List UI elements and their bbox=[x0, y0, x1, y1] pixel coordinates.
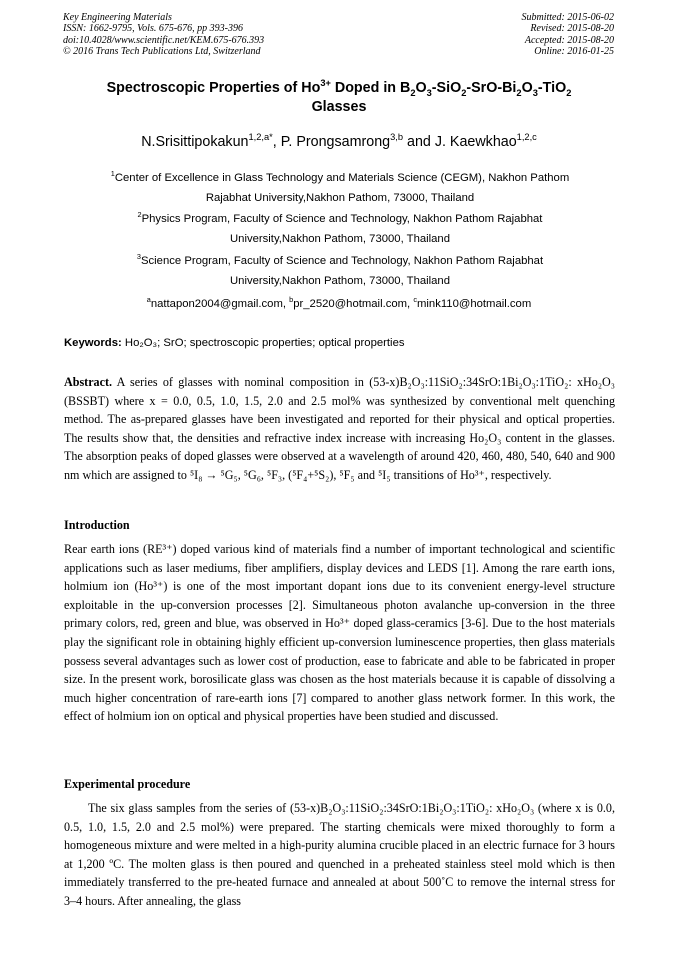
affiliation-2: $^2$Physics Program, Faculty of Science and Technology, Nakhon Pathom Rajabhat University,Nakhon Pathom, 73000, Thailand bbox=[137, 210, 543, 245]
keywords-text: Ho₂O₃; SrO; spectroscopic properties; optical properties bbox=[121, 337, 405, 349]
author-list: N.Srisittipokakun$^{1,2,a*}$, P. Prongsamrong$^{3,b}$ and J. Kaewkhao$^{1,2,c}$ bbox=[141, 132, 537, 150]
affiliation-3: $^3$Science Program, Faculty of Science and Technology, Nakhon Pathom Rajabhat University,Nakhon Pathom, 73000, Thailand bbox=[136, 252, 544, 287]
accepted-date: Accepted: 2015-08-20 bbox=[524, 34, 614, 46]
journal-name: Key Engineering Materials bbox=[63, 12, 172, 23]
abstract-label: Abstract. bbox=[64, 375, 113, 389]
keywords bbox=[64, 335, 614, 351]
doi: doi:10.4028/www.scientific.net/KEM.675-676.393 bbox=[63, 34, 265, 46]
keywords-label: Keywords: bbox=[64, 337, 122, 349]
copyright: © 2016 Trans Tech Publications Ltd, Switzerland bbox=[63, 45, 261, 57]
paper-title: Spectroscopic Properties of $Ho^{3+}$ Doped in $B_2O_3-SiO_2-SrO-Bi_2O_3-TiO_2$ Glasses bbox=[106, 78, 572, 115]
author-emails: $^a$nattapon2004@gmail.com, $^b$pr_2520@hotmail.com, $^c$mink110@hotmail.com bbox=[146, 295, 532, 310]
experimental-heading: Experimental procedure bbox=[64, 777, 191, 791]
introduction-heading: Introduction bbox=[64, 518, 130, 532]
abstract bbox=[64, 373, 615, 485]
experimental-text: The six glass samples from the series of (53-x)B₂O₃:11SiO₂:34SrO:1Bi₂O₃:1TiO₂: xHo₂O₃ (where x is 0.0, 0.5, 1.0, 1.5, 2.0 and 2.5 mol%) were prepared. The starting chemicals were mixed thoroughly to form a homogeneous mixture and were melted in a high-purity alumina crucible placed in an electric furnace for 3 hours at 1,200 ºC. The molten glass is then poured and quenched in a preheated stainless steel mold which is then immediately transferred to the pre-heated furnace and annealed at about 500˚C to remove the internal stress for 3–4 hours. After annealing, the glass bbox=[64, 801, 615, 908]
revised-date: Revised: 2015-08-20 bbox=[530, 23, 614, 35]
affiliation-1: $^1$Center of Excellence in Glass Technology and Materials Science (CEGM), Nakhon Pathom Rajabhat University,Nakhon Pathom, 73000, Thailand bbox=[110, 169, 570, 204]
journal-info bbox=[63, 12, 264, 57]
issn: ISSN: 1662-9795, Vols. 675-676, pp 393-396 bbox=[63, 23, 243, 35]
publication-dates bbox=[522, 12, 615, 57]
abstract-text: A series of glasses with nominal composition in (53-x)B₂O₃:11SiO₂:34SrO:1Bi₂O₃:1TiO₂: xHo₂O₃ (BSSBT) where x = 0.0, 0.5, 1.0, 1.5, 2.0 and 2.5 mol% was synthesized by conventional melt quenching method. The as-prepared glasses have been investigated and reported for their physical and optical properties. The results show that, the densities and refractive index increase with increasing Ho₂O₃ content in the glasses. The absorption peaks of doped glasses were observed at a wavelength of around 420, 460, 480, 540, 640 and 900 nm which are assigned to ⁵I₈ → ⁵G₅, ⁵G₆, ⁵F₃, (⁵F₄+⁵S₂), ⁵F₅ and ⁵I₅ transitions of Ho³⁺, respectively. bbox=[64, 375, 615, 482]
online-date: Online: 2016-01-25 bbox=[534, 45, 614, 57]
submitted-date: Submitted: 2015-06-02 bbox=[521, 12, 614, 23]
introduction-text: Rear earth ions (RE³⁺) doped various kind of materials find a number of important technological and scientific applications such as laser mediums, fiber amplifiers, display devices and LEDS [1]. Among the rare earth ions, holmium ion (Ho³⁺) is one of the most important dopant ions due to its convenient energy-level structure exploitable in the up-conversion processes [2]. Simultaneous photon avalanche up-conversion in the three primary colors, red, green and blue, was observed in Ho³⁺ doped glass-ceramics [3-6]. Due to the host materials play the significant role in obtaining highly efficient up-conversion luminescence properties, then glass materials possess several advantages such as lower cost of production, ease to fabricate and able to be fabricated in proper size. In the present work, borosilicate glass was chosen as the host materials because it is capable of dissolving a much higher concentration of rare-earth ions [7] compared to another glass network former. In this work, the effect of holmium ion on optical and physical properties have been studied and discussed. bbox=[64, 542, 615, 724]
